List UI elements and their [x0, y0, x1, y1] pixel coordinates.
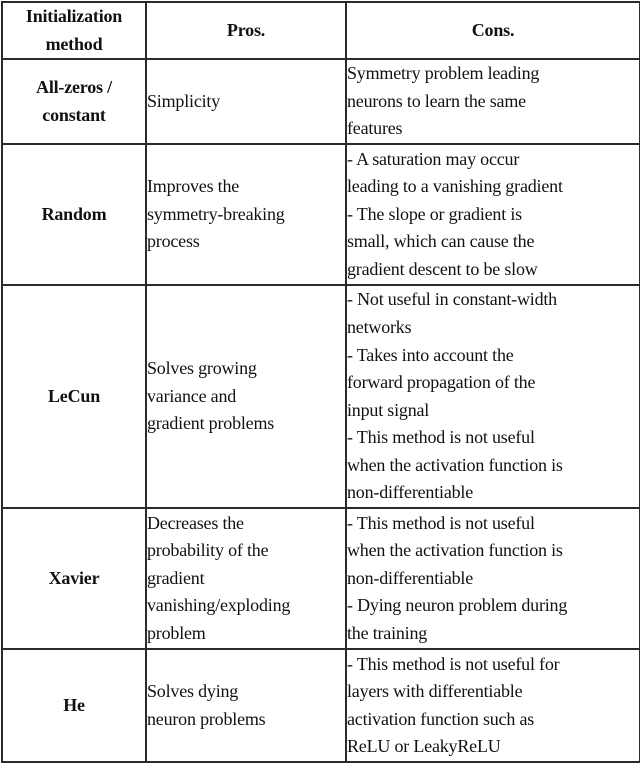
cons-line: - This method is not useful [347, 512, 535, 533]
cons-line: the training [347, 623, 428, 644]
cons-line: input signal [347, 399, 430, 420]
cons-line: non-differentiable [347, 482, 474, 503]
table-row-lecun [2, 285, 640, 508]
pros-line: neuron problems [147, 708, 266, 729]
cons-line: - This method is not useful [347, 427, 535, 448]
cons-line: layers with differentiable [347, 681, 523, 702]
method-line: Random [41, 203, 107, 224]
initialization-methods-table [1, 1, 640, 763]
method-line: He [63, 694, 85, 715]
pros-line: Solves growing [147, 358, 257, 379]
header-cons: Cons. [346, 2, 640, 59]
table-row-all-zeros [2, 59, 640, 144]
cons-line: forward propagation of the [347, 372, 536, 393]
cons-line: when the activation function is [347, 454, 563, 475]
header-method-line: Initialization [25, 6, 123, 26]
method-line: constant [42, 104, 106, 125]
cons-line: - A saturation may occur [347, 148, 520, 169]
table-header [2, 2, 640, 59]
cons-cell [346, 144, 640, 285]
cons-cell [346, 285, 640, 508]
table-row-random [2, 144, 640, 285]
method-line: Xavier [48, 567, 100, 588]
header-pros: Pros. [146, 2, 346, 59]
cons-line: features [347, 118, 403, 139]
cons-line: - The slope or gradient is [347, 203, 522, 224]
cons-line: networks [347, 316, 412, 337]
table-body [2, 59, 640, 762]
cons-line: - Takes into account the [347, 344, 514, 365]
pros-line: process [147, 231, 200, 252]
pros-line: gradient problems [147, 413, 275, 434]
method-cell [2, 59, 146, 144]
pros-line: Improves the [147, 176, 240, 197]
cons-line: - This method is not useful for [347, 653, 560, 674]
method-cell [2, 649, 146, 762]
pros-cell [146, 508, 346, 649]
header-method-line: method [45, 33, 103, 54]
pros-cell [146, 649, 346, 762]
method-line: All-zeros / [36, 77, 112, 98]
pros-line: problem [147, 623, 206, 644]
cons-line: small, which can cause the [347, 231, 535, 252]
pros-line: gradient [147, 567, 205, 588]
cons-line: activation function such as [347, 708, 535, 729]
header-row [2, 2, 640, 59]
pros-line: Decreases the [147, 512, 244, 533]
method-cell [2, 508, 146, 649]
cons-line: ReLU or LeakyReLU [347, 736, 501, 757]
table-row-he [2, 649, 640, 762]
pros-line: vanishing/exploding [147, 595, 291, 616]
method-line: LeCun [47, 385, 101, 406]
cons-line: non-differentiable [347, 567, 474, 588]
pros-line: Simplicity [147, 90, 221, 111]
cons-line: gradient descent to be slow [347, 259, 538, 280]
pros-line: Solves dying [147, 681, 239, 702]
cons-cell [346, 59, 640, 144]
cons-cell [346, 508, 640, 649]
pros-line: probability of the [147, 540, 269, 561]
cons-cell [346, 649, 640, 762]
cons-line: Symmetry problem leading [347, 63, 540, 84]
table-row-xavier [2, 508, 640, 649]
cons-line: when the activation function is [347, 540, 563, 561]
pros-line: variance and [147, 385, 237, 406]
pros-line: symmetry-breaking [147, 203, 285, 224]
pros-cell [146, 59, 346, 144]
cons-line: - Dying neuron problem during [347, 595, 568, 616]
method-cell [2, 285, 146, 508]
cons-line: leading to a vanishing gradient [347, 176, 563, 197]
header-method [2, 2, 146, 59]
cons-line: - Not useful in constant-width [347, 289, 557, 310]
pros-cell [146, 285, 346, 508]
pros-cell [146, 144, 346, 285]
cons-line: neurons to learn the same [347, 90, 526, 111]
method-cell [2, 144, 146, 285]
